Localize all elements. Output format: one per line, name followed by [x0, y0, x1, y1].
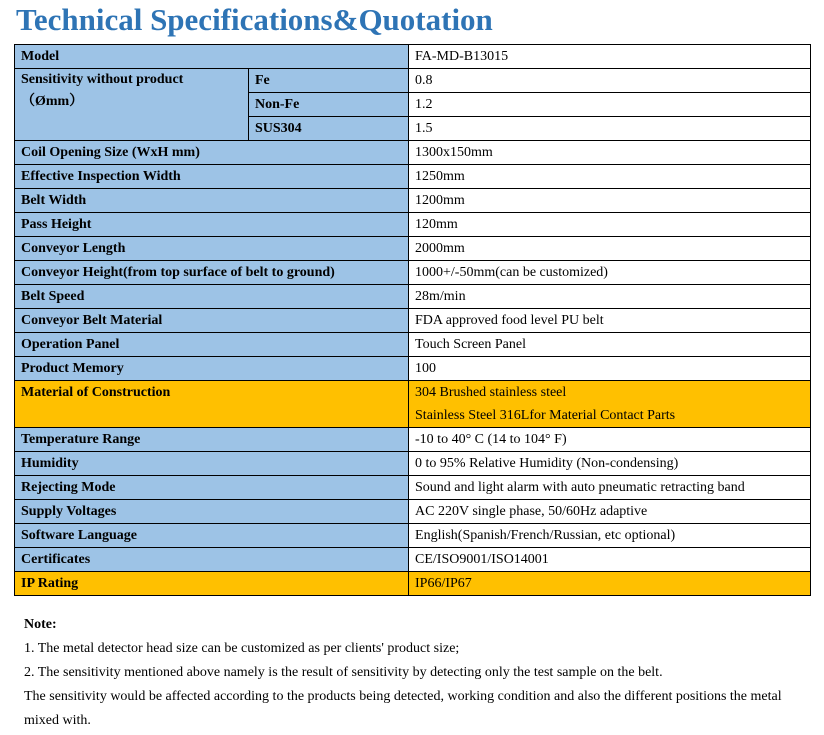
row-value: English(Spanish/French/Russian, etc optional)	[409, 524, 811, 548]
table-row-ip-rating-highlight	[15, 572, 811, 596]
row-label: Pass Height	[15, 213, 409, 237]
row-label: Humidity	[15, 452, 409, 476]
row-value: 2000mm	[409, 237, 811, 261]
note-line: 2. The sensitivity mentioned above namely is the result of sensitivity by detecting only the test sample on the belt.	[24, 665, 663, 680]
table-row	[15, 189, 811, 213]
table-row	[15, 357, 811, 381]
sensitivity-value: 1.2	[409, 93, 811, 117]
row-value: 0 to 95% Relative Humidity (Non-condensing)	[409, 452, 811, 476]
table-row	[15, 333, 811, 357]
row-label: Operation Panel	[15, 333, 409, 357]
row-value: 1250mm	[409, 165, 811, 189]
row-label: Temperature Range	[15, 428, 409, 452]
row-value	[409, 381, 811, 428]
row-label: Belt Speed	[15, 285, 409, 309]
table-row-material-highlight	[15, 381, 811, 428]
sensitivity-metal: Fe	[249, 69, 409, 93]
table-row	[15, 165, 811, 189]
table-row	[15, 452, 811, 476]
table-row	[15, 237, 811, 261]
row-value-line: 304 Brushed stainless steel	[415, 385, 567, 400]
row-value: Sound and light alarm with auto pneumatic retracting band	[409, 476, 811, 500]
table-row	[15, 309, 811, 333]
table-row	[15, 548, 811, 572]
row-value: -10 to 40° C (14 to 104° F)	[409, 428, 811, 452]
note-line: The sensitivity would be affected according to the products being detected, working condition and also the different positions the metal mixed with.	[24, 689, 782, 728]
row-label: Conveyor Length	[15, 237, 409, 261]
row-value: CE/ISO9001/ISO14001	[409, 548, 811, 572]
table-row	[15, 524, 811, 548]
table-row	[15, 476, 811, 500]
sensitivity-value: 0.8	[409, 69, 811, 93]
spec-table	[14, 44, 811, 596]
row-label: Supply Voltages	[15, 500, 409, 524]
table-row	[15, 141, 811, 165]
table-row	[15, 500, 811, 524]
sensitivity-value: 1.5	[409, 117, 811, 141]
row-label: Model	[15, 45, 409, 69]
row-label: Certificates	[15, 548, 409, 572]
table-row	[15, 428, 811, 452]
row-value: 1200mm	[409, 189, 811, 213]
sensitivity-label-cell	[15, 69, 249, 141]
row-label: Rejecting Mode	[15, 476, 409, 500]
row-value: IP66/IP67	[409, 572, 811, 596]
notes-heading: Note:	[24, 617, 57, 632]
sensitivity-metal: Non-Fe	[249, 93, 409, 117]
page-title: Technical Specifications&Quotation	[16, 2, 493, 37]
row-label: Conveyor Height(from top surface of belt to ground)	[15, 261, 409, 285]
row-value: 1300x150mm	[409, 141, 811, 165]
row-value-line: Stainless Steel 316Lfor Material Contact Parts	[415, 408, 676, 423]
row-label: Coil Opening Size (WxH mm)	[15, 141, 409, 165]
table-row	[15, 285, 811, 309]
row-value: 28m/min	[409, 285, 811, 309]
sensitivity-metal: SUS304	[249, 117, 409, 141]
row-label: Conveyor Belt Material	[15, 309, 409, 333]
row-label: Effective Inspection Width	[15, 165, 409, 189]
notes-section	[24, 613, 804, 733]
table-row-sensitivity-fe	[15, 69, 811, 93]
table-row	[15, 261, 811, 285]
table-row	[15, 213, 811, 237]
row-value: Touch Screen Panel	[409, 333, 811, 357]
table-row-model	[15, 45, 811, 69]
row-value: FA-MD-B13015	[409, 45, 811, 69]
row-value: FDA approved food level PU belt	[409, 309, 811, 333]
row-label: Material of Construction	[15, 381, 409, 428]
sensitivity-unit: （Ømm）	[21, 94, 84, 109]
row-label: IP Rating	[15, 572, 409, 596]
row-value: 100	[409, 357, 811, 381]
note-line: 1. The metal detector head size can be customized as per clients' product size;	[24, 641, 460, 656]
row-label: Software Language	[15, 524, 409, 548]
row-label: Product Memory	[15, 357, 409, 381]
row-value: AC 220V single phase, 50/60Hz adaptive	[409, 500, 811, 524]
row-value: 120mm	[409, 213, 811, 237]
row-label: Belt Width	[15, 189, 409, 213]
sensitivity-label: Sensitivity without product	[21, 72, 184, 87]
row-value: 1000+/-50mm(can be customized)	[409, 261, 811, 285]
